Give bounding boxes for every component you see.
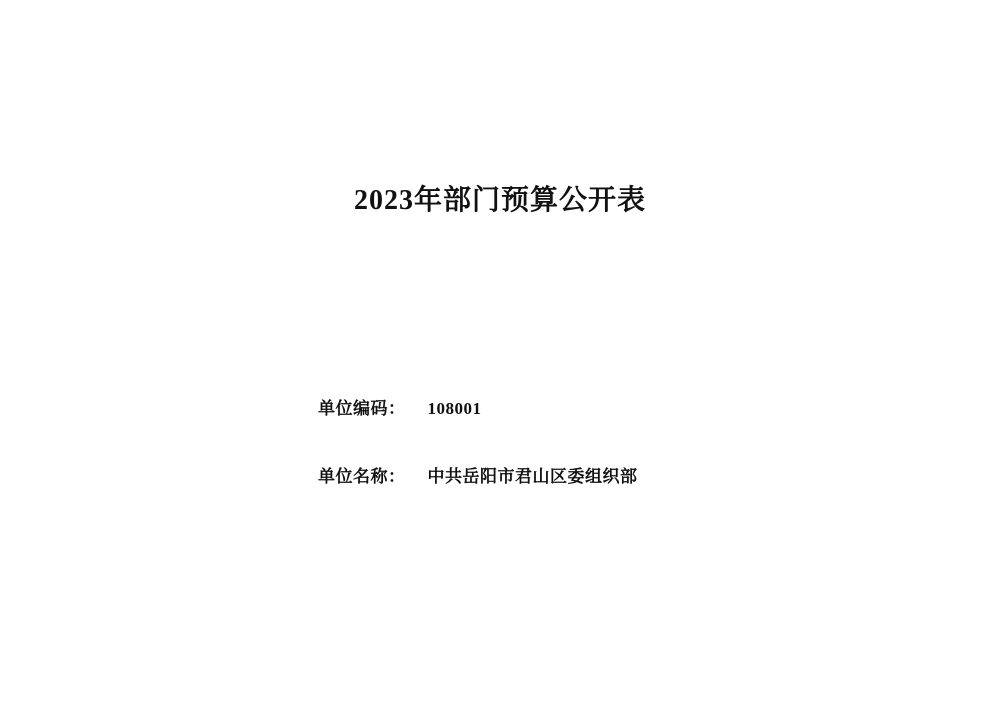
page-title: 2023年部门预算公开表 xyxy=(353,185,646,216)
unit-code-field xyxy=(318,394,482,419)
unit-name-label: 单位名称： xyxy=(318,467,406,486)
unit-name-field xyxy=(318,462,638,487)
unit-code-value: 108001 xyxy=(427,399,482,418)
unit-code-label: 单位编码： xyxy=(318,399,406,418)
unit-name-value: 中共岳阳市君山区委组织部 xyxy=(427,467,638,486)
